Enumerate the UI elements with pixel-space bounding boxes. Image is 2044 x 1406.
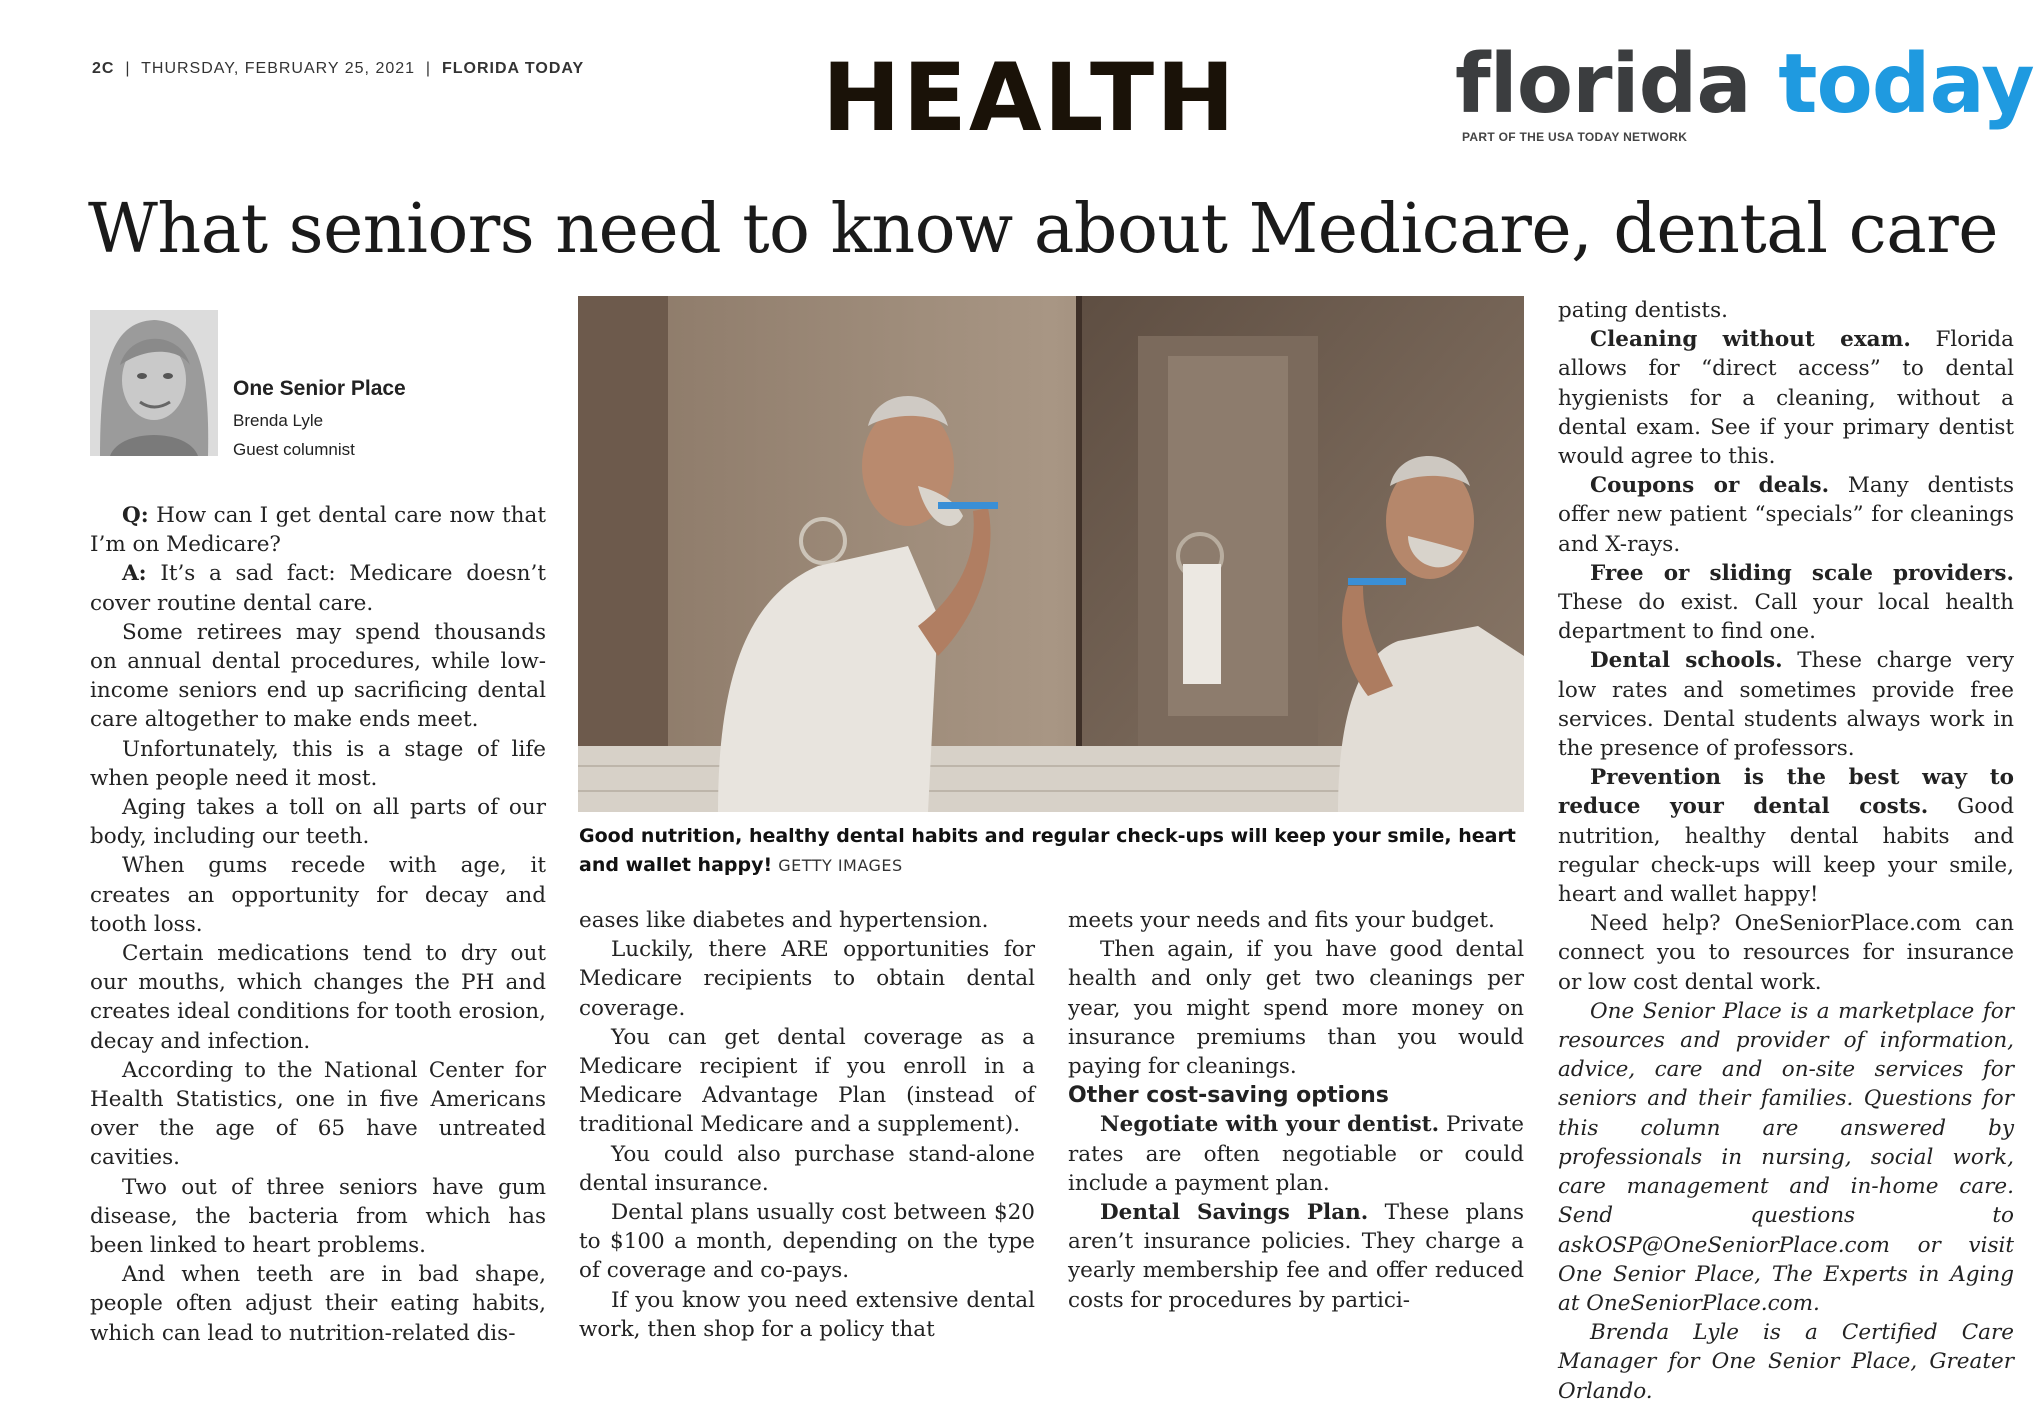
a-label: A: [122,561,147,587]
lead-in: Dental Savings Plan. [1100,1200,1369,1226]
author-bio [1558,997,2014,1318]
paragraph-text: Many dentists offer new patient “specials” for cleanings and X-rays. [1558,473,2014,557]
column-3 [1068,906,1524,1315]
paragraph: Aging takes a toll on all parts of our body, including our teeth. [90,795,546,850]
bathroom-photo [578,296,1524,812]
author-portrait-icon [90,310,218,456]
paragraph: Dental plans usually cost between $20 to $100 a month, depending on the type of coverage and co-pays. [579,1200,1035,1284]
lead-in: Cleaning without exam. [1590,327,1911,353]
paragraph [1558,325,2014,471]
paragraph: Certain medications tend to dry out our mouths, which changes the PH and creates ideal conditions for tooth erosion, decay and infection. [90,941,546,1054]
paragraph: You can get dental coverage as a Medicare recipient if you enroll in a Medicare Advantage Plan (instead of traditional Medicare and a supplement). [579,1024,1035,1138]
byline-column: One Senior Place [233,377,406,400]
column-4 [1558,296,2014,1406]
masthead-paper: FLORIDA TODAY [441,60,585,77]
logo-today: today [1778,37,2034,132]
paragraph: eases like diabetes and hypertension. [579,908,989,933]
paragraph-text: Florida allows for “direct access” to dental hygienists for a cleaning, without a dental exam. See if your primary dentist would agree to this. [1558,327,2014,470]
byline-role: Guest columnist [233,440,355,459]
paragraph [1068,1198,1524,1315]
author-photo [90,310,218,456]
subhead: Other cost-saving options [1068,1083,1389,1109]
paragraph-text: These do exist. Call your local health department to find one. [1558,590,2014,645]
paragraph: Then again, if you have good dental health and only get two cleanings per year, you might spend more money on insurance premiums than you would paying for cleanings. [1068,937,1524,1080]
lead-in: Free or sliding scale providers. [1590,560,2014,586]
photo-credit: GETTY IMAGES [778,856,903,875]
bio-text: One Senior Place is a marketplace for resources and provider of information, advice, care and on-site services for seniors and their families. Questions for this column are answered by professionals in nursing, social work, care management and in-home care. Send questions to askOSP@OneSeniorPlace.com or visit One Senior Place, The Experts in Aging at OneSeniorPlace.com. [1558,998,2014,1316]
column-1 [90,501,546,1348]
paragraph: Need help? OneSeniorPlace.com can connect you to resources for insurance or low cost dental work. [1558,911,2014,995]
paragraph [1558,471,2014,559]
a-text: It’s a sad fact: Medicare doesn’t cover routine dental care. [90,561,546,616]
question [90,501,546,559]
paragraph [1558,646,2014,763]
logo-tagline: PART OF THE USA TODAY NETWORK [1462,130,1688,144]
q-text: How can I get dental care now that I’m on Medicare? [90,503,546,558]
masthead [92,60,584,78]
paragraph-text: Good nutrition, healthy dental habits and regular check-ups will keep your smile, heart and wallet happy! [1558,794,2014,908]
masthead-separator: | [125,60,131,77]
lead-in: Coupons or deals. [1590,473,1830,499]
paragraph: If you know you need extensive dental work, then shop for a policy that [579,1287,1035,1342]
paragraph: And when teeth are in bad shape, people often adjust their eating habits, which can lead to nutrition-related dis- [90,1262,546,1346]
paragraph [1558,763,2014,909]
paragraph: You could also purchase stand-alone dental insurance. [579,1141,1035,1196]
paragraph: Luckily, there ARE opportunities for Medicare recipients to obtain dental coverage. [579,937,1035,1021]
section-title: HEALTH [822,44,1237,153]
paragraph: Two out of three seniors have gum disease, the bacteria from which has been linked to heart problems. [90,1174,546,1259]
logo-florida: florida [1455,37,1751,132]
man-brushing-teeth-image [578,296,1524,812]
byline-author: Brenda Lyle [233,411,324,430]
paragraph-text: Private rates are often negotiable or could include a payment plan. [1068,1112,1524,1196]
florida-today-logo [1455,37,2034,132]
answer [90,559,546,617]
paragraph-text: These plans aren’t insurance policies. They charge a yearly membership fee and offer reduced costs for procedures by partici- [1068,1200,1524,1313]
paragraph [1068,1110,1524,1198]
paragraph: According to the National Center for Health Statistics, one in five Americans over the age of 65 have untreated cavities. [90,1057,546,1171]
lead-in: Negotiate with your dentist. [1100,1112,1440,1138]
column-2 [579,906,1035,1344]
page-number: 2C [92,60,115,77]
paragraph [1558,559,2014,647]
photo-caption [579,822,1525,880]
paragraph: pating dentists. [1558,298,1728,323]
masthead-separator-2: | [425,60,432,77]
note-text: Brenda Lyle is a Certified Care Manager for One Senior Place, Greater Orlando. [1558,1320,2014,1404]
q-label: Q: [122,503,149,528]
author-note [1558,1318,2014,1406]
headline: What seniors need to know about Medicare, dental care [88,190,1999,269]
paragraph: meets your needs and fits your budget. [1068,908,1495,933]
paragraph-text: These charge very low rates and sometimes provide free services. Dental students always work in the presence of professors. [1558,648,2015,762]
lead-in: Dental schools. [1590,648,1783,674]
paragraph: Unfortunately, this is a stage of life when people need it most. [90,736,546,791]
masthead-date: THURSDAY, FEBRUARY 25, 2021 [141,60,416,77]
lead-in: Prevention is the best way to reduce your dental costs. [1558,765,2014,820]
caption-text: Good nutrition, healthy dental habits and regular check-ups will keep your smile, heart and wallet happy! [579,825,1516,876]
paragraph: When gums recede with age, it creates an opportunity for decay and tooth loss. [90,853,546,937]
paragraph: Some retirees may spend thousands on annual dental procedures, while low-income seniors end up sacrificing dental care altogether to make ends meet. [90,619,546,733]
